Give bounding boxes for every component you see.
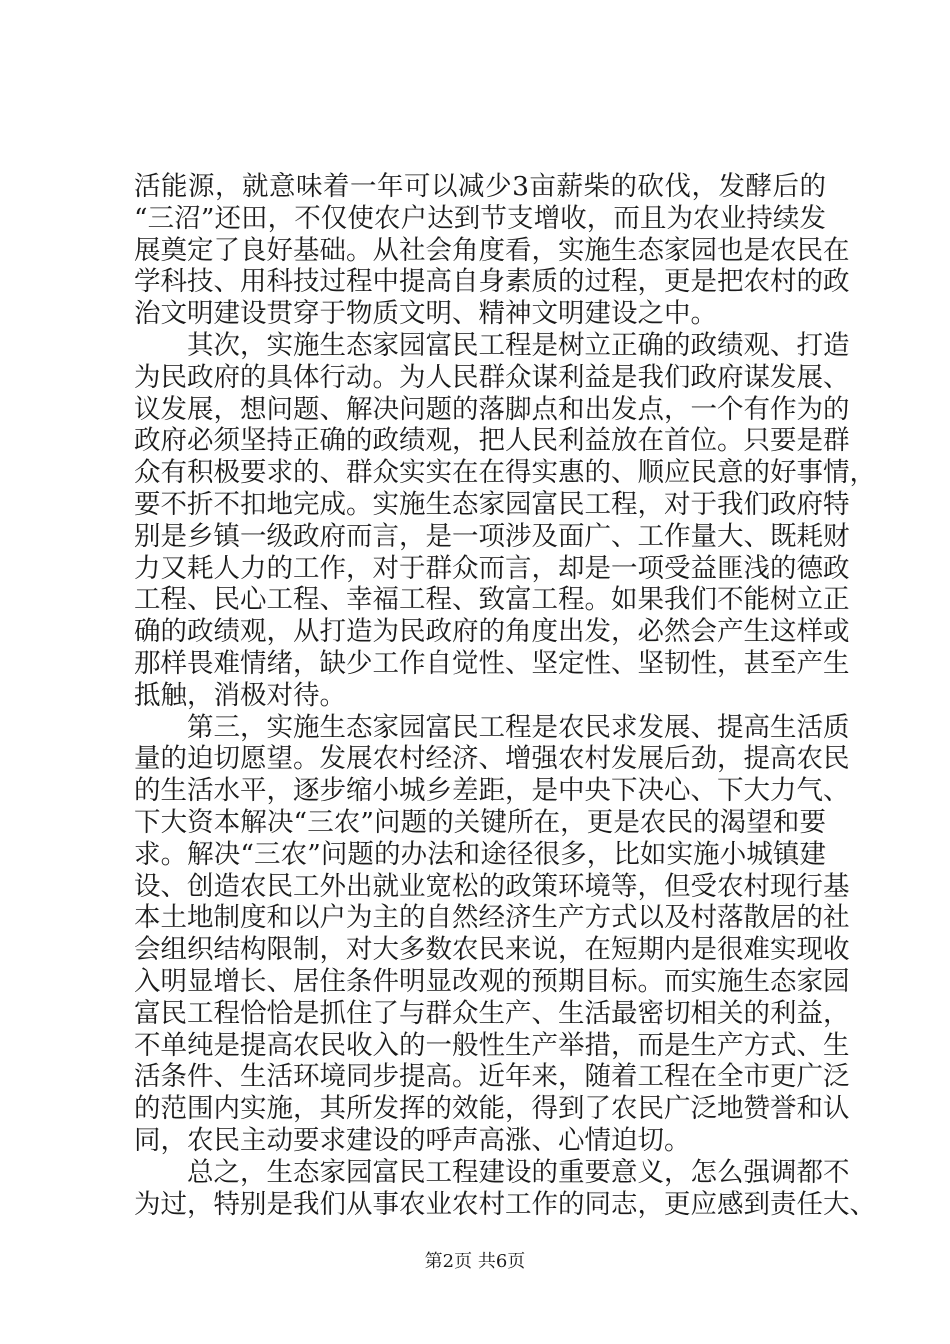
text-line: “三沼”还田，不仅使农户达到节支增收，而且为农业持续发 <box>134 202 826 234</box>
text-line: 工程、民心工程、幸福工程、致富工程。如果我们不能树立正 <box>134 584 850 616</box>
text-line: 为民政府的具体行动。为人民群众谋利益是我们政府谋发展、 <box>134 361 850 393</box>
paragraph <box>134 171 850 330</box>
text-line: 确的政绩观，从打造为民政府的角度出发，必然会产生这样或 <box>134 616 850 648</box>
text-line: 别是乡镇一级政府而言，是一项涉及面广、工作量大、既耗财 <box>134 520 850 552</box>
paragraph <box>134 329 876 712</box>
text-line: 量的迫切愿望。发展农村经济、增强农村发展后劲，提高农民 <box>134 743 850 775</box>
paragraph <box>134 1156 876 1221</box>
text-line: 会组织结构限制，对大多数农民来说，在短期内是很难实现收 <box>134 934 850 966</box>
text-line: 其次，实施生态家园富民工程是树立正确的政绩观、打造 <box>187 329 850 361</box>
text-line: 那样畏难情绪，缺少工作自觉性、坚定性、坚韧性，甚至产生 <box>134 647 850 679</box>
text-line: 治文明建设贯穿于物质文明、精神文明建设之中。 <box>134 298 717 330</box>
text-line: 抵触，消极对待。 <box>134 679 346 711</box>
text-line: 众有积极要求的、群众实实在在得实惠的、顺应民意的好事情， <box>134 457 876 489</box>
paragraph <box>134 711 850 1157</box>
text-line: 本土地制度和以户为主的自然经济生产方式以及村落散居的社 <box>134 902 850 934</box>
text-line: 的范围内实施，其所发挥的效能，得到了农民广泛地赞誉和认 <box>134 1093 850 1125</box>
text-line: 要不折不扣地完成。实施生态家园富民工程，对于我们政府特 <box>134 488 850 520</box>
text-line: 为过，特别是我们从事农业农村工作的同志，更应感到责任大、 <box>134 1188 876 1220</box>
text-line: 活能源，就意味着一年可以减少3亩薪柴的砍伐，发酵后的 <box>134 171 826 202</box>
text-line: 学科技、用科技过程中提高自身素质的过程，更是把农村的政 <box>134 266 850 298</box>
text-line: 力又耗人力的工作，对于群众而言，却是一项受益匪浅的德政 <box>134 552 850 584</box>
document-body <box>134 171 876 1220</box>
text-line: 活条件、生活环境同步提高。近年来，随着工程在全市更广泛 <box>134 1061 850 1093</box>
text-line: 第三，实施生态家园富民工程是农民求发展、提高生活质 <box>187 711 850 743</box>
text-line: 的生活水平，逐步缩小城乡差距，是中央下决心、下大力气、 <box>134 775 850 807</box>
text-line: 展奠定了良好基础。从社会角度看，实施生态家园也是农民在 <box>134 234 850 266</box>
text-line: 同，农民主动要求建设的呼声高涨、心情迫切。 <box>134 1124 691 1156</box>
text-line: 求。解决“三农”问题的办法和途径很多，比如实施小城镇建 <box>134 838 826 870</box>
text-line: 下大资本解决“三农”问题的关键所在，更是农民的渴望和要 <box>134 806 826 838</box>
text-line: 设、创造农民工外出就业宽松的政策环境等，但受农村现行基 <box>134 870 850 902</box>
text-line: 总之，生态家园富民工程建设的重要意义，怎么强调都不 <box>187 1156 850 1188</box>
text-line: 不单纯是提高农民收入的一般性生产举措，而是生产方式、生 <box>134 1029 850 1061</box>
text-line: 议发展，想问题、解决问题的落脚点和出发点，一个有作为的 <box>134 393 850 425</box>
text-line: 富民工程恰恰是抓住了与群众生产、生活最密切相关的利益， <box>134 997 850 1029</box>
page-footer: 第2页 共6页 <box>424 1251 526 1272</box>
text-line: 入明显增长、居住条件明显改观的预期目标。而实施生态家园 <box>134 965 850 997</box>
text-line: 政府必须坚持正确的政绩观，把人民利益放在首位。只要是群 <box>134 425 850 457</box>
